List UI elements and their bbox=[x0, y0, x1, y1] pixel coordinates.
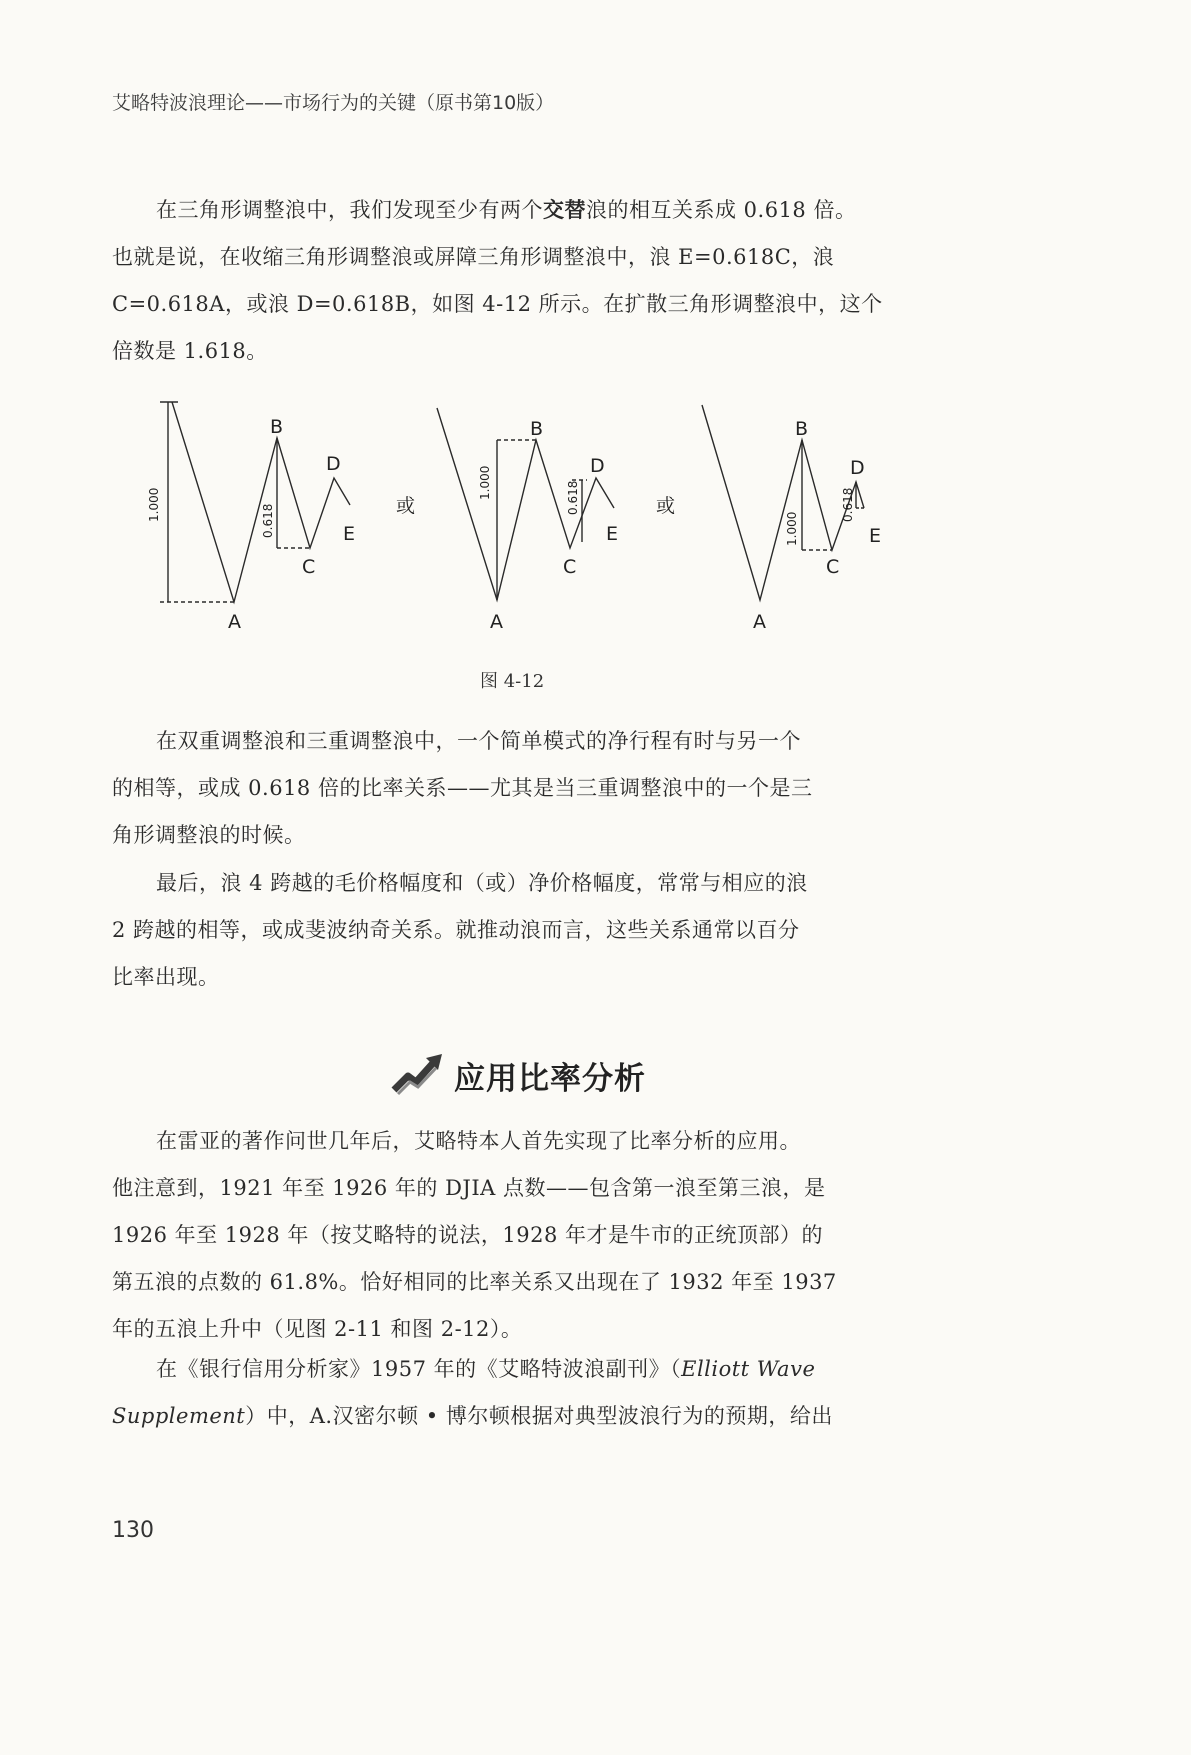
paragraph-wave4 bbox=[112, 860, 926, 1001]
italic-title: Elliott Wave bbox=[681, 1357, 816, 1381]
emphasis-text: 交替 bbox=[543, 197, 586, 222]
running-header: 艾略特波浪理论——市场行为的关键（原书第10版） bbox=[112, 92, 555, 114]
page-number: 130 bbox=[112, 1518, 154, 1543]
ratio-label-1000: 1.000 bbox=[478, 465, 492, 500]
paragraph-line: 年的五浪上升中（见图 2-11 和图 2-12）。 bbox=[112, 1317, 523, 1341]
ratio-label-0618: 0.618 bbox=[841, 487, 855, 522]
wave-label-b: B bbox=[530, 418, 544, 440]
paragraph-line: 的相等，或成 0.618 倍的比率关系——尤其是当三重调整浪中的一个是三 bbox=[112, 776, 813, 800]
separator-or: 或 bbox=[396, 495, 416, 517]
wave-label-c: C bbox=[826, 556, 840, 578]
paragraph-line: 也就是说，在收缩三角形调整浪或屏障三角形调整浪中，浪 E=0.618C，浪 bbox=[112, 245, 835, 269]
wave-label-d: D bbox=[326, 453, 341, 475]
wave-label-d: D bbox=[590, 455, 605, 477]
rising-arrow-icon bbox=[390, 1050, 448, 1100]
wave-label-e: E bbox=[606, 523, 619, 545]
wave-label-b: B bbox=[795, 418, 809, 440]
paragraph-elliott-application bbox=[112, 1118, 926, 1353]
figure-caption: 图 4-12 bbox=[480, 671, 545, 692]
paragraph-line: C=0.618A，或浪 D=0.618B，如图 4-12 所示。在扩散三角形调整浪中，这个 bbox=[112, 292, 883, 316]
wave-label-c: C bbox=[563, 556, 577, 578]
ratio-label-1000: 1.000 bbox=[785, 511, 799, 546]
paragraph-line: 最后，浪 4 跨越的毛价格幅度和（或）净价格幅度，常常与相应的浪 bbox=[156, 871, 808, 895]
ratio-label-0618: 0.618 bbox=[261, 503, 275, 538]
section-title: 应用比率分析 bbox=[454, 1060, 646, 1097]
paragraph-bolton bbox=[112, 1346, 926, 1440]
wave-label-e: E bbox=[343, 523, 356, 545]
paragraph-line: 在雷亚的著作问世几年后，艾略特本人首先实现了比率分析的应用。 bbox=[156, 1129, 801, 1153]
paragraph-line: 2 跨越的相等，或成斐波纳奇关系。就推动浪而言，这些关系通常以百分 bbox=[112, 918, 800, 942]
wave-label-a: A bbox=[228, 611, 241, 633]
wave-label-b: B bbox=[270, 416, 284, 438]
paragraph-line: Supplement）中，A.汉密尔顿 • 博尔顿根据对典型波浪行为的预期，给出 bbox=[112, 1404, 833, 1428]
wave-path-barrier bbox=[437, 408, 614, 600]
paragraph-triangle-ratios bbox=[112, 186, 926, 375]
paragraph-line: 倍数是 1.618。 bbox=[112, 339, 268, 363]
section-heading bbox=[390, 1045, 646, 1105]
paragraph-line: 在《银行信用分析家》1957 年的《艾略特波浪副刊》（Elliott Wave bbox=[156, 1357, 816, 1381]
italic-title: Supplement bbox=[112, 1404, 246, 1428]
wave-label-d: D bbox=[850, 457, 865, 479]
wave-label-c: C bbox=[302, 556, 316, 578]
separator-or: 或 bbox=[656, 495, 676, 517]
ratio-label-0618: 0.618 bbox=[566, 480, 580, 515]
wave-path-contracting bbox=[172, 402, 350, 602]
wave-path-running bbox=[702, 405, 864, 600]
paragraph-line: 在双重调整浪和三重调整浪中，一个简单模式的净行程有时与另一个 bbox=[156, 729, 801, 753]
figure-4-12-triangle-diagram bbox=[112, 390, 952, 650]
paragraph-line: 在三角形调整浪中，我们发现至少有两个交替浪的相互关系成 0.618 倍。 bbox=[156, 197, 857, 222]
wave-label-a: A bbox=[490, 611, 503, 633]
paragraph-double-triple bbox=[112, 718, 926, 859]
paragraph-line: 1926 年至 1928 年（按艾略特的说法，1928 年才是牛市的正统顶部）的 bbox=[112, 1223, 824, 1247]
wave-label-e: E bbox=[869, 525, 882, 547]
paragraph-line: 比率出现。 bbox=[112, 965, 220, 989]
ratio-label-1000: 1.000 bbox=[147, 487, 161, 522]
paragraph-line: 第五浪的点数的 61.8%。恰好相同的比率关系又出现在了 1932 年至 1937 bbox=[112, 1270, 837, 1294]
paragraph-line: 角形调整浪的时候。 bbox=[112, 823, 306, 847]
wave-label-a: A bbox=[753, 611, 766, 633]
paragraph-line: 他注意到，1921 年至 1926 年的 DJIA 点数——包含第一浪至第三浪，是 bbox=[112, 1176, 826, 1200]
